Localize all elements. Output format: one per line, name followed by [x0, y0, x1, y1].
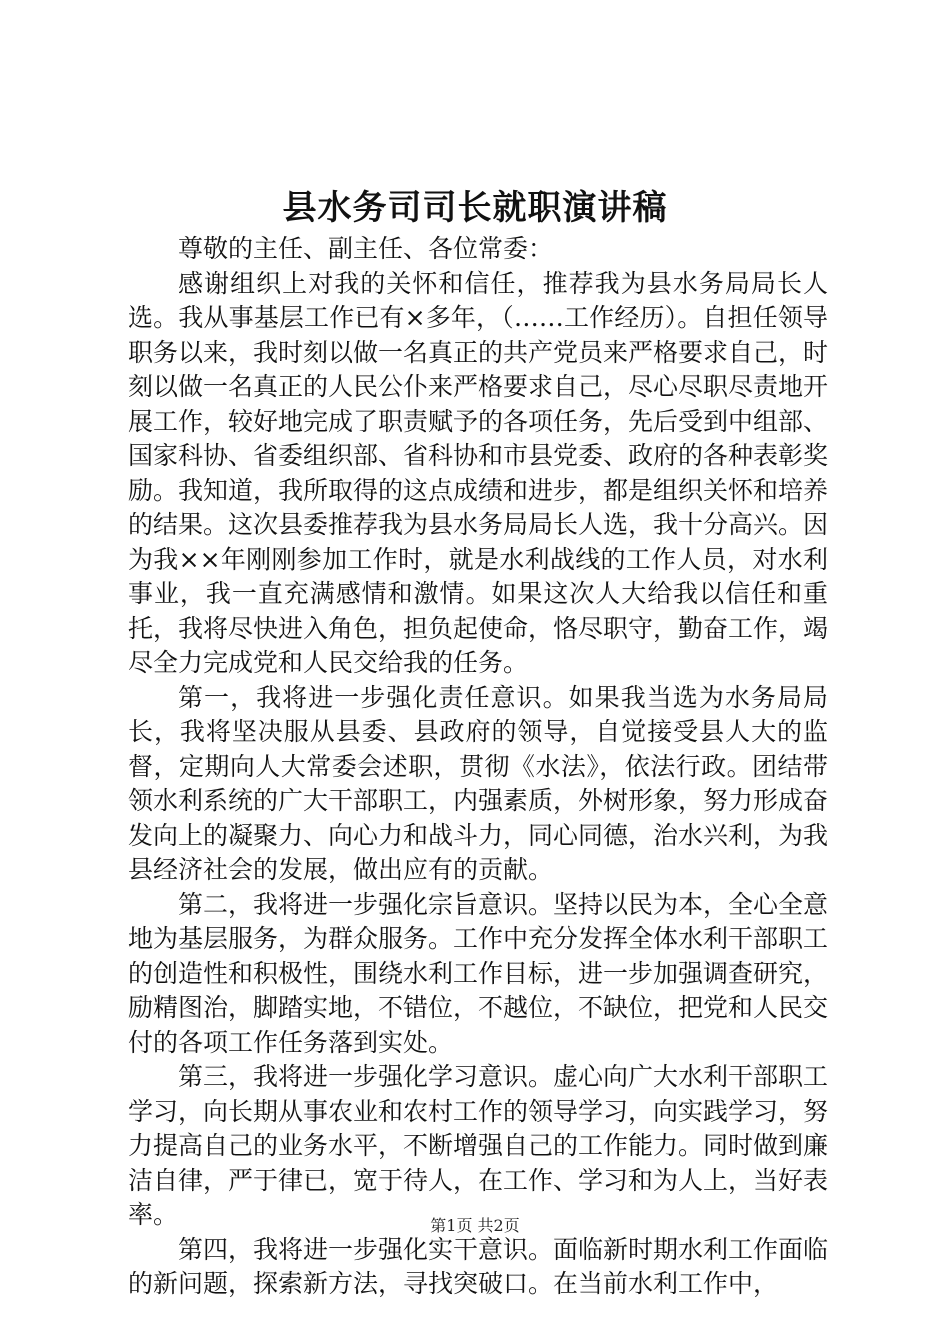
salutation-paragraph: 尊敬的主任、副主任、各位常委： [178, 234, 554, 263]
page-number-footer: 第1页 共2页 [430, 1216, 520, 1235]
document-body [128, 232, 828, 1302]
point-two-paragraph: 第二，我将进一步强化宗旨意识。坚持以民为本，全心全意地为基层服务，为群众服务。工作中充分发挥全体水利干部职工的创造性和积极性，围绕水利工作目标，进一步加强调查研究，励精图治，脚踏实地，不错位，不越位，不缺位，把党和人民交付的各项工作任务落到实处。 [128, 889, 829, 1057]
point-one-paragraph: 第一，我将进一步强化责任意识。如果我当选为水务局局长，我将坚决服从县委、县政府的领导，自觉接受县人大的监督，定期向人大常委会述职，贯彻《水法》，依法行政。团结带领水利系统的广大干部职工，内强素质，外树形象，努力形成奋发向上的凝聚力、向心力和战斗力，同心同德，治水兴利，为我县经济社会的发展，做出应有的贡献。 [128, 682, 829, 884]
point-three-paragraph: 第三，我将进一步强化学习意识。虚心向广大水利干部职工学习，向长期从事农业和农村工作的领导学习，向实践学习，努力提高自己的业务水平，不断增强自己的工作能力。同时做到廉洁自律，严于律已，宽于待人，在工作、学习和为人上，当好表率。 [128, 1062, 829, 1229]
point-four-paragraph: 第四，我将进一步强化实干意识。面临新时期水利工作面临的新问题，探索新方法，寻找突破口。在当前水利工作中， [128, 1234, 829, 1298]
intro-paragraph: 感谢组织上对我的关怀和信任，推荐我为县水务局局长人选。我从事基层工作已有×多年，（……工作经历）。自担任领导职务以来，我时刻以做一名真正的共产党员来严格要求自己，时刻以做一名真正的人民公仆来严格要求自己，尽心尽职尽责地开展工作，较好地完成了职责赋予的各项任务，先后受到中组部、国家科协、省委组织部、省科协和市县党委、政府的各种表彰奖励。我知道，我所取得的这点成绩和进步，都是组织关怀和培养的结果。这次县委推荐我为县水务局局长人选，我十分高兴。因为我××年刚刚参加工作时，就是水利战线的工作人员，对水利事业，我一直充满感情和激情。如果这次人大给我以信任和重托，我将尽快进入角色，担负起使命，恪尽职守，勤奋工作，竭尽全力完成党和人民交给我的任务。 [128, 268, 829, 677]
document-title: 县水务司司长就职演讲稿 [282, 188, 668, 228]
